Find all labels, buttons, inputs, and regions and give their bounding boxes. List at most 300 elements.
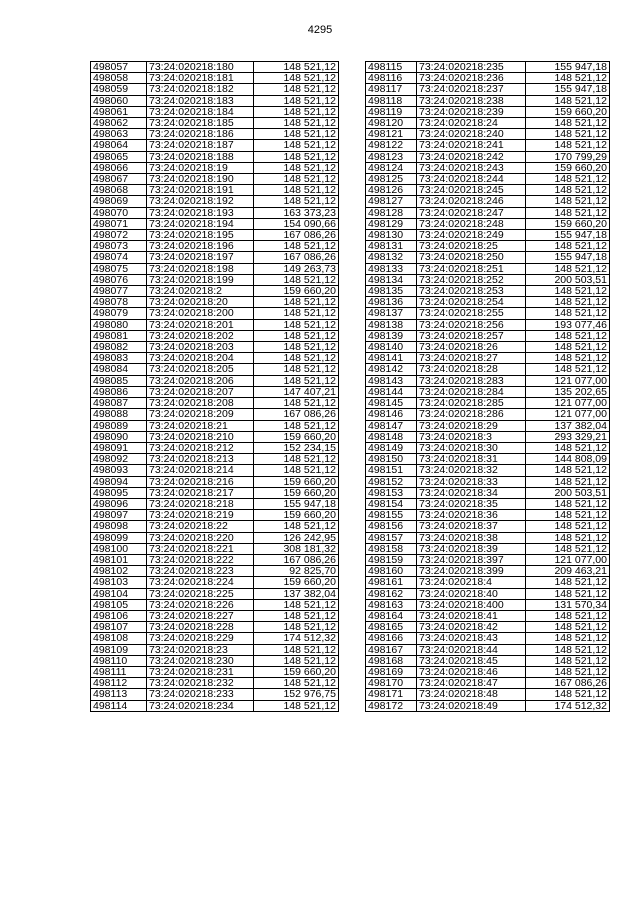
value-cell: 148 521,12 (526, 95, 610, 106)
cadastral-number-cell: 73:24:020218:204 (147, 353, 254, 364)
record-number-cell: 498133 (366, 263, 417, 274)
table-row (91, 521, 339, 532)
value-cell: 174 512,32 (254, 633, 339, 644)
cadastral-number-cell: 73:24:020218:198 (147, 263, 254, 274)
cadastral-number-cell: 73:24:020218:192 (147, 196, 254, 207)
table-row (366, 207, 610, 218)
table-row (366, 622, 610, 633)
cadastral-number-cell: 73:24:020218:236 (417, 73, 526, 84)
cadastral-number-cell: 73:24:020218:207 (147, 386, 254, 397)
record-number-cell: 498145 (366, 398, 417, 409)
cadastral-number-cell: 73:24:020218:224 (147, 577, 254, 588)
cadastral-number-cell: 73:24:020218:43 (417, 633, 526, 644)
table-row (366, 62, 610, 73)
value-cell: 121 077,00 (526, 554, 610, 565)
record-number-cell: 498057 (91, 62, 147, 73)
value-cell: 148 521,12 (526, 207, 610, 218)
left-table-body (91, 62, 339, 712)
value-cell: 200 503,51 (526, 487, 610, 498)
value-cell: 121 077,00 (526, 375, 610, 386)
value-cell: 148 521,12 (526, 510, 610, 521)
page-number: 4295 (307, 24, 333, 36)
value-cell: 148 521,12 (526, 297, 610, 308)
cadastral-number-cell: 73:24:020218:185 (147, 118, 254, 129)
value-cell: 137 382,04 (254, 588, 339, 599)
table-row (91, 129, 339, 140)
value-cell: 155 947,18 (526, 84, 610, 95)
cadastral-number-cell: 73:24:020218:202 (147, 330, 254, 341)
value-cell: 148 521,12 (254, 319, 339, 330)
cadastral-number-cell: 73:24:020218:199 (147, 274, 254, 285)
cadastral-number-cell: 73:24:020218:39 (417, 543, 526, 554)
record-number-cell: 498125 (366, 174, 417, 185)
table-row (91, 465, 339, 476)
table-row (366, 73, 610, 84)
value-cell: 148 521,12 (254, 521, 339, 532)
table-row (91, 487, 339, 498)
cadastral-number-cell: 73:24:020218:181 (147, 73, 254, 84)
cadastral-number-cell: 73:24:020218:31 (417, 454, 526, 465)
cadastral-number-cell: 73:24:020218:186 (147, 129, 254, 140)
cadastral-number-cell: 73:24:020218:244 (417, 174, 526, 185)
value-cell: 148 521,12 (526, 308, 610, 319)
value-cell: 148 521,12 (526, 543, 610, 554)
table-row (366, 510, 610, 521)
value-cell: 152 976,75 (254, 689, 339, 700)
cadastral-number-cell: 73:24:020218:286 (417, 409, 526, 420)
value-cell: 148 521,12 (254, 655, 339, 666)
value-cell: 148 521,12 (526, 465, 610, 476)
value-cell: 170 799,29 (526, 151, 610, 162)
cadastral-number-cell: 73:24:020218:210 (147, 431, 254, 442)
value-cell: 159 660,20 (254, 476, 339, 487)
cadastral-number-cell: 73:24:020218:256 (417, 319, 526, 330)
cadastral-number-cell: 73:24:020218:201 (147, 319, 254, 330)
record-number-cell: 498109 (91, 644, 147, 655)
table-row (91, 297, 339, 308)
record-number-cell: 498096 (91, 498, 147, 509)
record-number-cell: 498148 (366, 431, 417, 442)
table-row (91, 286, 339, 297)
record-number-cell: 498111 (91, 666, 147, 677)
record-number-cell: 498098 (91, 521, 147, 532)
cadastral-number-cell: 73:24:020218:20 (147, 297, 254, 308)
record-number-cell: 498161 (366, 577, 417, 588)
table-row (91, 599, 339, 610)
cadastral-number-cell: 73:24:020218:184 (147, 106, 254, 117)
record-number-cell: 498103 (91, 577, 147, 588)
record-number-cell: 498064 (91, 140, 147, 151)
table-row (366, 308, 610, 319)
cadastral-number-cell: 73:24:020218:226 (147, 599, 254, 610)
record-number-cell: 498142 (366, 364, 417, 375)
table-row (91, 185, 339, 196)
value-cell: 148 521,12 (526, 622, 610, 633)
table-row (91, 532, 339, 543)
cadastral-number-cell: 73:24:020218:222 (147, 554, 254, 565)
record-number-cell: 498088 (91, 409, 147, 420)
record-number-cell: 498155 (366, 510, 417, 521)
cadastral-number-cell: 73:24:020218:21 (147, 420, 254, 431)
table-row (91, 342, 339, 353)
value-cell: 148 521,12 (526, 330, 610, 341)
record-number-cell: 498122 (366, 140, 417, 151)
value-cell: 148 521,12 (526, 364, 610, 375)
table-row (91, 162, 339, 173)
record-number-cell: 498089 (91, 420, 147, 431)
value-cell: 148 521,12 (254, 644, 339, 655)
table-row (91, 308, 339, 319)
cadastral-number-cell: 73:24:020218:208 (147, 398, 254, 409)
value-cell: 148 521,12 (526, 577, 610, 588)
cadastral-number-cell: 73:24:020218:253 (417, 286, 526, 297)
table-row (366, 689, 610, 700)
record-number-cell: 498110 (91, 655, 147, 666)
cadastral-number-cell: 73:24:020218:254 (417, 297, 526, 308)
value-cell: 148 521,12 (254, 610, 339, 621)
record-number-cell: 498116 (366, 73, 417, 84)
cadastral-number-cell: 73:24:020218:24 (417, 118, 526, 129)
value-cell: 193 077,46 (526, 319, 610, 330)
table-row (366, 230, 610, 241)
record-number-cell: 498070 (91, 207, 147, 218)
table-row (91, 106, 339, 117)
record-number-cell: 498127 (366, 196, 417, 207)
value-cell: 167 086,26 (526, 678, 610, 689)
value-cell: 148 521,12 (254, 420, 339, 431)
left-table (90, 61, 339, 712)
table-row (91, 655, 339, 666)
table-row (91, 140, 339, 151)
value-cell: 148 521,12 (526, 442, 610, 453)
record-number-cell: 498128 (366, 207, 417, 218)
value-cell: 167 086,26 (254, 554, 339, 565)
table-row (366, 454, 610, 465)
value-cell: 148 521,12 (254, 353, 339, 364)
value-cell: 148 521,12 (254, 364, 339, 375)
record-number-cell: 498154 (366, 498, 417, 509)
cadastral-number-cell: 73:24:020218:191 (147, 185, 254, 196)
cadastral-number-cell: 73:24:020218:183 (147, 95, 254, 106)
cadastral-number-cell: 73:24:020218:42 (417, 622, 526, 633)
value-cell: 148 521,12 (254, 151, 339, 162)
cadastral-number-cell: 73:24:020218:285 (417, 398, 526, 409)
value-cell: 200 503,51 (526, 274, 610, 285)
cadastral-number-cell: 73:24:020218:190 (147, 174, 254, 185)
cadastral-number-cell: 73:24:020218:32 (417, 465, 526, 476)
cadastral-number-cell: 73:24:020218:225 (147, 588, 254, 599)
table-row (91, 330, 339, 341)
value-cell: 121 077,00 (526, 398, 610, 409)
cadastral-number-cell: 73:24:020218:182 (147, 84, 254, 95)
record-number-cell: 498157 (366, 532, 417, 543)
value-cell: 167 086,26 (254, 230, 339, 241)
value-cell: 148 521,12 (526, 342, 610, 353)
record-number-cell: 498091 (91, 442, 147, 453)
value-cell: 167 086,26 (254, 252, 339, 263)
table-row (366, 375, 610, 386)
table-row (91, 420, 339, 431)
table-row (91, 263, 339, 274)
value-cell: 308 181,32 (254, 543, 339, 554)
record-number-cell: 498086 (91, 386, 147, 397)
cadastral-number-cell: 73:24:020218:25 (417, 241, 526, 252)
cadastral-number-cell: 73:24:020218:41 (417, 610, 526, 621)
table-row (91, 644, 339, 655)
record-number-cell: 498160 (366, 566, 417, 577)
cadastral-number-cell: 73:24:020218:46 (417, 666, 526, 677)
record-number-cell: 498077 (91, 286, 147, 297)
table-row (91, 230, 339, 241)
cadastral-number-cell: 73:24:020218:40 (417, 588, 526, 599)
cadastral-number-cell: 73:24:020218:194 (147, 218, 254, 229)
table-row (366, 342, 610, 353)
cadastral-number-cell: 73:24:020218:4 (417, 577, 526, 588)
record-number-cell: 498139 (366, 330, 417, 341)
cadastral-number-cell: 73:24:020218:223 (147, 566, 254, 577)
record-number-cell: 498097 (91, 510, 147, 521)
table-row (366, 386, 610, 397)
table-row (91, 409, 339, 420)
record-number-cell: 498059 (91, 84, 147, 95)
cadastral-number-cell: 73:24:020218:2 (147, 286, 254, 297)
record-number-cell: 498107 (91, 622, 147, 633)
table-row (366, 465, 610, 476)
table-row (91, 442, 339, 453)
value-cell: 148 521,12 (254, 375, 339, 386)
table-row (91, 666, 339, 677)
record-number-cell: 498132 (366, 252, 417, 263)
cadastral-number-cell: 73:24:020218:30 (417, 442, 526, 453)
record-number-cell: 498100 (91, 543, 147, 554)
cadastral-number-cell: 73:24:020218:241 (417, 140, 526, 151)
table-row (91, 73, 339, 84)
record-number-cell: 498134 (366, 274, 417, 285)
value-cell: 148 521,12 (526, 174, 610, 185)
record-number-cell: 498153 (366, 487, 417, 498)
value-cell: 92 825,70 (254, 566, 339, 577)
record-number-cell: 498163 (366, 599, 417, 610)
table-row (91, 700, 339, 711)
table-row (91, 431, 339, 442)
table-row (91, 554, 339, 565)
value-cell: 155 947,18 (526, 230, 610, 241)
value-cell: 148 521,12 (254, 95, 339, 106)
table-row (91, 476, 339, 487)
cadastral-number-cell: 73:24:020218:38 (417, 532, 526, 543)
value-cell: 148 521,12 (254, 308, 339, 319)
record-number-cell: 498171 (366, 689, 417, 700)
cadastral-number-cell: 73:24:020218:19 (147, 162, 254, 173)
cadastral-number-cell: 73:24:020218:229 (147, 633, 254, 644)
cadastral-number-cell: 73:24:020218:257 (417, 330, 526, 341)
cadastral-number-cell: 73:24:020218:237 (417, 84, 526, 95)
cadastral-number-cell: 73:24:020218:203 (147, 342, 254, 353)
table-row (366, 140, 610, 151)
cadastral-number-cell: 73:24:020218:45 (417, 655, 526, 666)
value-cell: 159 660,20 (254, 431, 339, 442)
cadastral-number-cell: 73:24:020218:33 (417, 476, 526, 487)
table-row (91, 622, 339, 633)
record-number-cell: 498066 (91, 162, 147, 173)
cadastral-number-cell: 73:24:020218:232 (147, 678, 254, 689)
value-cell: 148 521,12 (526, 666, 610, 677)
cadastral-number-cell: 73:24:020218:283 (417, 375, 526, 386)
cadastral-number-cell: 73:24:020218:34 (417, 487, 526, 498)
cadastral-number-cell: 73:24:020218:27 (417, 353, 526, 364)
table-row (91, 62, 339, 73)
table-row (366, 521, 610, 532)
cadastral-number-cell: 73:24:020218:219 (147, 510, 254, 521)
value-cell: 148 521,12 (526, 129, 610, 140)
table-row (366, 420, 610, 431)
table-row (91, 543, 339, 554)
table-row (366, 185, 610, 196)
value-cell: 148 521,12 (254, 678, 339, 689)
table-row (366, 577, 610, 588)
value-cell: 148 521,12 (526, 689, 610, 700)
record-number-cell: 498126 (366, 185, 417, 196)
value-cell: 148 521,12 (254, 241, 339, 252)
value-cell: 148 521,12 (526, 521, 610, 532)
value-cell: 167 086,26 (254, 409, 339, 420)
value-cell: 152 234,15 (254, 442, 339, 453)
cadastral-number-cell: 73:24:020218:26 (417, 342, 526, 353)
cadastral-number-cell: 73:24:020218:49 (417, 700, 526, 711)
cadastral-number-cell: 73:24:020218:23 (147, 644, 254, 655)
table-row (366, 286, 610, 297)
table-row (366, 196, 610, 207)
table-row (91, 588, 339, 599)
right-table (365, 61, 610, 712)
value-cell: 126 242,95 (254, 532, 339, 543)
cadastral-number-cell: 73:24:020218:212 (147, 442, 254, 453)
value-cell: 148 521,12 (254, 140, 339, 151)
record-number-cell: 498168 (366, 655, 417, 666)
value-cell: 154 090,66 (254, 218, 339, 229)
record-number-cell: 498080 (91, 319, 147, 330)
value-cell: 148 521,12 (254, 700, 339, 711)
value-cell: 148 521,12 (526, 196, 610, 207)
cadastral-number-cell: 73:24:020218:249 (417, 230, 526, 241)
table-row (366, 655, 610, 666)
cadastral-number-cell: 73:24:020218:3 (417, 431, 526, 442)
table-row (91, 84, 339, 95)
record-number-cell: 498123 (366, 151, 417, 162)
cadastral-number-cell: 73:24:020218:248 (417, 218, 526, 229)
cadastral-number-cell: 73:24:020218:240 (417, 129, 526, 140)
table-row (366, 431, 610, 442)
table-row (91, 386, 339, 397)
value-cell: 159 660,20 (526, 218, 610, 229)
record-number-cell: 498081 (91, 330, 147, 341)
cadastral-number-cell: 73:24:020218:399 (417, 566, 526, 577)
table-row (366, 498, 610, 509)
table-row (366, 151, 610, 162)
record-number-cell: 498151 (366, 465, 417, 476)
cadastral-number-cell: 73:24:020218:213 (147, 454, 254, 465)
table-row (366, 218, 610, 229)
value-cell: 159 660,20 (254, 666, 339, 677)
record-number-cell: 498067 (91, 174, 147, 185)
value-cell: 148 521,12 (526, 353, 610, 364)
table-row (91, 577, 339, 588)
record-number-cell: 498136 (366, 297, 417, 308)
cadastral-number-cell: 73:24:020218:22 (147, 521, 254, 532)
record-number-cell: 498102 (91, 566, 147, 577)
value-cell: 148 521,12 (254, 129, 339, 140)
record-number-cell: 498074 (91, 252, 147, 263)
value-cell: 148 521,12 (254, 118, 339, 129)
value-cell: 148 521,12 (526, 610, 610, 621)
cadastral-number-cell: 73:24:020218:195 (147, 230, 254, 241)
value-cell: 155 947,18 (526, 252, 610, 263)
table-row (366, 106, 610, 117)
record-number-cell: 498061 (91, 106, 147, 117)
cadastral-number-cell: 73:24:020218:231 (147, 666, 254, 677)
table-row (91, 566, 339, 577)
cadastral-number-cell: 73:24:020218:245 (417, 185, 526, 196)
table-row (91, 274, 339, 285)
record-number-cell: 498141 (366, 353, 417, 364)
table-row (366, 174, 610, 185)
value-cell: 159 660,20 (526, 162, 610, 173)
cadastral-number-cell: 73:24:020218:234 (147, 700, 254, 711)
record-number-cell: 498087 (91, 398, 147, 409)
record-number-cell: 498094 (91, 476, 147, 487)
table-row (366, 241, 610, 252)
cadastral-number-cell: 73:24:020218:247 (417, 207, 526, 218)
cadastral-number-cell: 73:24:020218:216 (147, 476, 254, 487)
table-row (366, 297, 610, 308)
value-cell: 148 521,12 (254, 196, 339, 207)
cadastral-number-cell: 73:24:020218:187 (147, 140, 254, 151)
table-row (91, 174, 339, 185)
table-row (366, 554, 610, 565)
value-cell: 159 660,20 (254, 487, 339, 498)
table-row (366, 330, 610, 341)
record-number-cell: 498114 (91, 700, 147, 711)
table-row (91, 95, 339, 106)
record-number-cell: 498108 (91, 633, 147, 644)
table-row (91, 353, 339, 364)
cadastral-number-cell: 73:24:020218:188 (147, 151, 254, 162)
record-number-cell: 498068 (91, 185, 147, 196)
value-cell: 148 521,12 (254, 330, 339, 341)
cadastral-number-cell: 73:24:020218:214 (147, 465, 254, 476)
record-number-cell: 498131 (366, 241, 417, 252)
value-cell: 148 521,12 (526, 644, 610, 655)
record-number-cell: 498143 (366, 375, 417, 386)
record-number-cell: 498058 (91, 73, 147, 84)
table-row (366, 588, 610, 599)
cadastral-number-cell: 73:24:020218:48 (417, 689, 526, 700)
record-number-cell: 498071 (91, 218, 147, 229)
record-number-cell: 498079 (91, 308, 147, 319)
cadastral-number-cell: 73:24:020218:44 (417, 644, 526, 655)
cadastral-number-cell: 73:24:020218:47 (417, 678, 526, 689)
table-row (366, 129, 610, 140)
value-cell: 121 077,00 (526, 409, 610, 420)
cadastral-number-cell: 73:24:020218:230 (147, 655, 254, 666)
table-row (91, 319, 339, 330)
table-row (366, 409, 610, 420)
record-number-cell: 498104 (91, 588, 147, 599)
table-row (91, 364, 339, 375)
table-row (366, 364, 610, 375)
record-number-cell: 498060 (91, 95, 147, 106)
value-cell: 148 521,12 (526, 241, 610, 252)
